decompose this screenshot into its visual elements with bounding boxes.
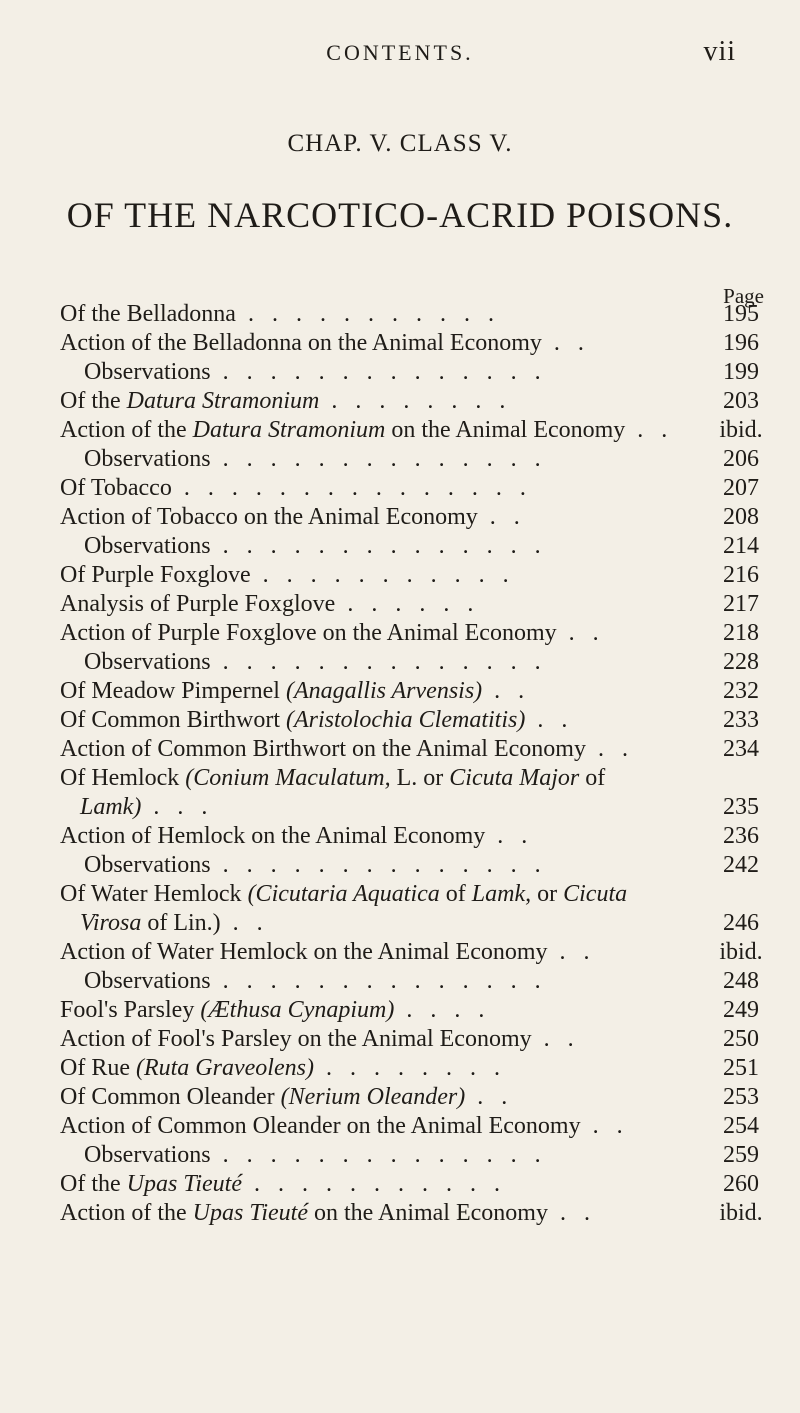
toc-entry (60, 416, 770, 445)
toc-entry (60, 1170, 770, 1199)
entry-species-name: Lamk, (471, 881, 532, 907)
entry-species-name: Cicuta Major (449, 765, 580, 791)
entry-page-number: 242 (723, 852, 759, 878)
entry-title: Of Common Oleander (60, 1084, 275, 1110)
toc-entry (60, 503, 770, 532)
entry-species-name: Cicuta (563, 881, 628, 907)
entry-species-name: (Æthusa Cynapium) (200, 997, 395, 1023)
toc-entry (60, 387, 770, 416)
entry-page-number: 236 (723, 823, 759, 849)
entry-species-name: Datura Stramonium (192, 417, 386, 443)
entry-page-number: 218 (723, 620, 759, 646)
entry-page-number: 260 (723, 1171, 759, 1197)
entry-title: Of Hemlock (60, 765, 180, 791)
entry-title-cont: on the Animal Economy (391, 417, 626, 443)
entry-title: Action of Hemlock on the Animal Economy (60, 823, 486, 849)
toc-entry (60, 967, 770, 996)
toc-entry (60, 474, 770, 503)
entry-title: Observations (84, 359, 211, 385)
toc-entry (60, 677, 770, 706)
leader-dots: . . (485, 823, 534, 849)
entry-title-cont: of (445, 881, 466, 907)
entry-title: Action of the (60, 1200, 187, 1226)
leader-dots: . . . . . . . . . . . . . . (210, 533, 547, 559)
entry-page-number: 228 (723, 649, 759, 675)
leader-dots: . . (220, 910, 269, 936)
leader-dots: . . (477, 504, 526, 530)
entry-title: Of the (60, 388, 121, 414)
leader-dots: . . (541, 330, 590, 356)
entry-title: Of Water Hemlock (60, 881, 242, 907)
entry-page-number: 195 (723, 301, 759, 327)
entry-title: Of the Belladonna (60, 301, 236, 327)
leader-dots: . . . . . . . . . . . (235, 301, 500, 327)
leader-dots: . . . . . . . . (319, 388, 512, 414)
leader-dots: . . . . . . . . (313, 1055, 506, 1081)
entry-title: Action of the (60, 417, 187, 443)
entry-species-name: Virosa (80, 910, 142, 936)
leader-dots: . . (585, 736, 634, 762)
entry-title: Action of Water Hemlock on the Animal Economy (60, 939, 548, 965)
entry-species-name: (Cicutaria Aquatica (247, 881, 440, 907)
entry-species-name: Datura Stramonium (126, 388, 320, 414)
toc-entry (60, 735, 770, 764)
entry-page-number: 248 (723, 968, 759, 994)
entry-species-name: (Aristolochia Clematitis) (286, 707, 526, 733)
entry-title: Fool's Parsley (60, 997, 195, 1023)
entry-page-number: 250 (723, 1026, 759, 1052)
section-title: OF THE NARCOTICO-ACRID POISONS. (66, 195, 734, 235)
toc-entry (60, 764, 770, 822)
entry-title: Action of Purple Foxglove on the Animal Economy (60, 620, 557, 646)
toc-entry (60, 1054, 770, 1083)
leader-dots: . . (531, 1026, 580, 1052)
entry-title: Of Common Birthwort (60, 707, 280, 733)
entry-page-number: 235 (723, 794, 759, 820)
toc-entry (60, 358, 770, 387)
entry-page-number: 232 (723, 678, 759, 704)
entry-page-number: ibid. (719, 939, 763, 965)
leader-dots: . . . . . . . . . . . . . . (210, 649, 547, 675)
running-head (0, 36, 800, 76)
entry-title: Analysis of Purple Foxglove (60, 591, 336, 617)
toc-entry (60, 851, 770, 880)
leader-dots: . . . . . . . . . . . (250, 562, 515, 588)
entry-page-number: 249 (723, 997, 759, 1023)
page-column-label: Page (723, 284, 764, 308)
entry-page-number: 253 (723, 1084, 759, 1110)
table-of-contents (60, 300, 770, 1228)
leader-dots: . . (625, 417, 674, 443)
entry-title-cont: L. or (396, 765, 444, 791)
toc-entry (60, 648, 770, 677)
entry-species-name: (Conium Maculatum, (185, 765, 391, 791)
entry-page-number: 217 (723, 591, 759, 617)
entry-page-number: 207 (723, 475, 759, 501)
entry-title: Of Rue (60, 1055, 130, 1081)
toc-entry (60, 1083, 770, 1112)
toc-entry (60, 938, 770, 967)
leader-dots: . . (482, 678, 531, 704)
leader-dots: . . . (141, 794, 214, 820)
entry-page-number: 199 (723, 359, 759, 385)
entry-page-number: 214 (723, 533, 759, 559)
entry-species-name: (Nerium Oleander) (280, 1084, 466, 1110)
entry-page-number: 234 (723, 736, 759, 762)
entry-title: Of Purple Foxglove (60, 562, 251, 588)
toc-entry (60, 880, 770, 938)
entry-title: Observations (84, 446, 211, 472)
running-title: CONTENTS. (326, 40, 474, 65)
leader-dots: . . (580, 1113, 629, 1139)
leader-dots: . . (556, 620, 605, 646)
entry-title: Observations (84, 533, 211, 559)
entry-title-cont: of Lin.) (147, 910, 221, 936)
entry-species-name: Upas Tieuté (126, 1171, 242, 1197)
page-number: vii (703, 36, 736, 67)
leader-dots: . . . . . . . . . . . . . . (210, 852, 547, 878)
toc-entry (60, 1025, 770, 1054)
entry-species-name: Lamk) (80, 794, 142, 820)
toc-entry (60, 532, 770, 561)
leader-dots: . . . . . . . . . . . . . . . (171, 475, 532, 501)
toc-entry (60, 445, 770, 474)
toc-entry (60, 822, 770, 851)
leader-dots: . . (547, 1200, 596, 1226)
leader-dots: . . (465, 1084, 514, 1110)
toc-entry (60, 1112, 770, 1141)
entry-title: Action of Common Birthwort on the Animal Economy (60, 736, 586, 762)
entry-title: Action of the Belladonna on the Animal Economy (60, 330, 542, 356)
entry-page-number: 259 (723, 1142, 759, 1168)
toc-entry (60, 329, 770, 358)
entry-title: Of the (60, 1171, 121, 1197)
leader-dots: . . . . . . (335, 591, 480, 617)
entry-page-number: 206 (723, 446, 759, 472)
toc-entry (60, 300, 770, 329)
entry-page-number: 196 (723, 330, 759, 356)
entry-page-number: 203 (723, 388, 759, 414)
entry-page-number: 208 (723, 504, 759, 530)
toc-entry (60, 590, 770, 619)
entry-title: Action of Fool's Parsley on the Animal Economy (60, 1026, 532, 1052)
leader-dots: . . . . . . . . . . . (242, 1171, 506, 1197)
entry-title: Of Tobacco (60, 475, 172, 501)
entry-page-number: 246 (723, 910, 759, 936)
leader-dots: . . . . . . . . . . . . . . (210, 968, 547, 994)
entry-title-cont: or (537, 881, 558, 907)
entry-title-cont: on the Animal Economy (313, 1200, 548, 1226)
entry-page-number: 254 (723, 1113, 759, 1139)
entry-page-number: 216 (723, 562, 759, 588)
entry-species-name: (Anagallis Arvensis) (285, 678, 483, 704)
entry-page-number: ibid. (719, 417, 763, 443)
toc-entry (60, 561, 770, 590)
chapter-heading: CHAP. V. CLASS V. (287, 130, 513, 157)
entry-title-cont: of (585, 765, 606, 791)
leader-dots: . . (525, 707, 574, 733)
leader-dots: . . . . . . . . . . . . . . (210, 359, 547, 385)
entry-title: Observations (84, 649, 211, 675)
entry-title: Action of Tobacco on the Animal Economy (60, 504, 478, 530)
leader-dots: . . . . (394, 997, 491, 1023)
entry-species-name: Upas Tieuté (192, 1200, 308, 1226)
entry-title: Observations (84, 968, 211, 994)
entry-title: Observations (84, 852, 211, 878)
leader-dots: . . (547, 939, 596, 965)
entry-title: Observations (84, 1142, 211, 1168)
toc-entry (60, 1199, 770, 1228)
toc-entry (60, 619, 770, 648)
toc-entry (60, 996, 770, 1025)
entry-title: Of Meadow Pimpernel (60, 678, 280, 704)
entry-page-number: ibid. (719, 1200, 763, 1226)
toc-entry (60, 1141, 770, 1170)
entry-page-number: 251 (723, 1055, 759, 1081)
entry-species-name: (Ruta Graveolens) (135, 1055, 314, 1081)
toc-entry (60, 706, 770, 735)
leader-dots: . . . . . . . . . . . . . . (210, 446, 547, 472)
leader-dots: . . . . . . . . . . . . . . (210, 1142, 547, 1168)
entry-title: Action of Common Oleander on the Animal Economy (60, 1113, 581, 1139)
entry-page-number: 233 (723, 707, 759, 733)
